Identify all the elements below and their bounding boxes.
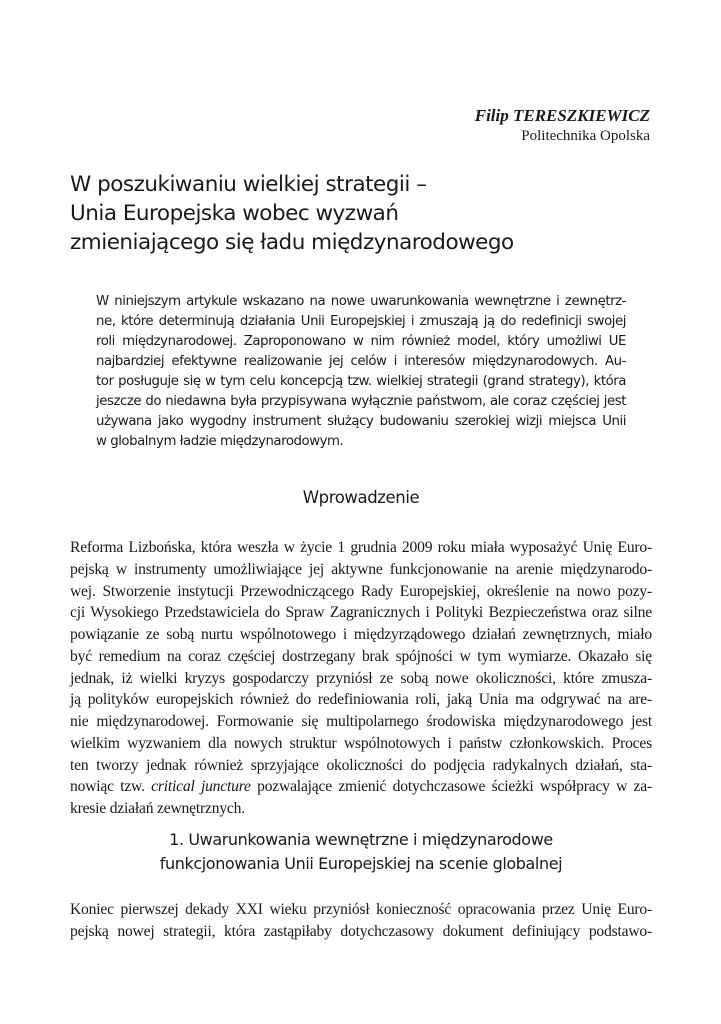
paragraph-line: ten tworzy jednak również sprzyjające okoliczności do podjęcia radykalnych działań, sta-	[70, 756, 652, 774]
paragraph-line: Reforma Lizbońska, która weszła w życie 1 grudnia 2009 roku miała wyposażyć Unię Euro-	[70, 539, 652, 556]
paragraph-line: pejską w instrumenty umożliwiające jej aktywne funkcjonowanie na arenie międzynarodo-	[70, 560, 652, 578]
line-segment: pozwalające zmienić dotychczasowe ścieżki współpracy w za-	[257, 778, 652, 796]
author-first-name: Filip	[474, 106, 509, 125]
abstract-line: używana jako wygodny instrument służący budowaniu szerokiej wizji miejsca Unii	[96, 414, 626, 429]
paragraph-line: ją polityków europejskich również do redefiniowania roli, jaką Unia ma odgrywać na are-	[70, 691, 652, 709]
abstract-line: jeszcze do niedawna była przypisywana wyłącznie państwom, ale coraz częściej jest	[96, 394, 626, 409]
author-affiliation: Politechnika Opolska	[521, 128, 650, 144]
title-line: W poszukiwaniu wielkiej strategii –	[70, 172, 427, 197]
title-line: Unia Europejska wobec wyzwań	[70, 201, 399, 226]
paragraph-line: być remedium na coraz częściej dostrzegany brak spójności w tym wymiarze. Okazało się	[70, 647, 652, 665]
author-name	[475, 106, 650, 126]
section-heading-line: funkcjonowania Unii Europejskiej na scenie globalnej	[159, 854, 563, 873]
intro-heading-text: Wprowadzenie	[302, 488, 420, 507]
author-block	[475, 106, 650, 146]
line-segment: nowiąc tzw.	[70, 778, 145, 796]
abstract-line: W niniejszym artykule wskazano na nowe uwarunkowania wewnętrzne i zewnętrz-	[96, 294, 626, 309]
abstract-line: roli międzynarodowej. Zaproponowano w nim również model, który umożliwi UE	[96, 334, 626, 349]
abstract-line: ne, które determinują działania Unii Europejskiej i zmuszają ją do redefinicji swojej	[96, 314, 626, 329]
italic-term: critical juncture	[151, 778, 251, 796]
paragraph-line: Koniec pierwszej dekady XXI wieku przyniósł konieczność opracowania przez Unię Euro-	[70, 901, 652, 918]
intro-paragraph	[70, 537, 652, 820]
abstract-line: w globalnym ładzie międzynarodowym.	[96, 434, 344, 449]
paragraph-line: cji Wysokiego Przedstawiciela do Spraw Zagranicznych i Polityki Bezpieczeństwa oraz silne	[70, 604, 652, 622]
section-heading-line: 1. Uwarunkowania wewnętrzne i międzynarodowe	[169, 830, 553, 849]
author-last-name: TERESZKIEWICZ	[513, 106, 650, 125]
paragraph-line: nie międzynarodowej. Formowanie się multipolarnego środowiska międzynarodowego jest	[70, 713, 652, 730]
paragraph-line: pejską nowej strategii, która zastąpiłaby dotychczasowy dokument definiujący podstawo-	[70, 922, 652, 940]
article-title	[70, 170, 630, 257]
paragraph-line: powiązanie ze sobą nurtu wspólnotowego i międzyrządowego działań zewnętrznych, miało	[70, 626, 652, 643]
abstract	[96, 292, 626, 452]
paragraph-line: wej. Stworzenie instytucji Przewodniczącego Rady Europejskiej, określenie na nowo pozy-	[70, 582, 652, 600]
title-line: zmieniającego się ładu międzynarodowego	[70, 230, 514, 255]
abstract-line: tor posługuje się w tym celu koncepcją tzw. wielkiej strategii (grand strategy), która	[96, 374, 626, 389]
paragraph-line: wielkim wyzwaniem dla nowych struktur wspólnotowych i państw członkowskich. Proces	[70, 734, 652, 752]
paragraph-line-mixed	[70, 776, 652, 798]
section-1-paragraph	[70, 899, 652, 943]
abstract-line: najbardziej efektywne realizowanie jej celów i interesów międzynarodowych. Au-	[96, 354, 626, 369]
section-1-heading	[70, 828, 652, 876]
paragraph-line: kresie działań zewnętrznych.	[70, 800, 245, 817]
paragraph-line: jednak, iż wielki kryzys gospodarczy przyniósł ze sobą nowe okoliczności, które zmusza-	[70, 669, 652, 687]
intro-heading	[70, 487, 652, 509]
